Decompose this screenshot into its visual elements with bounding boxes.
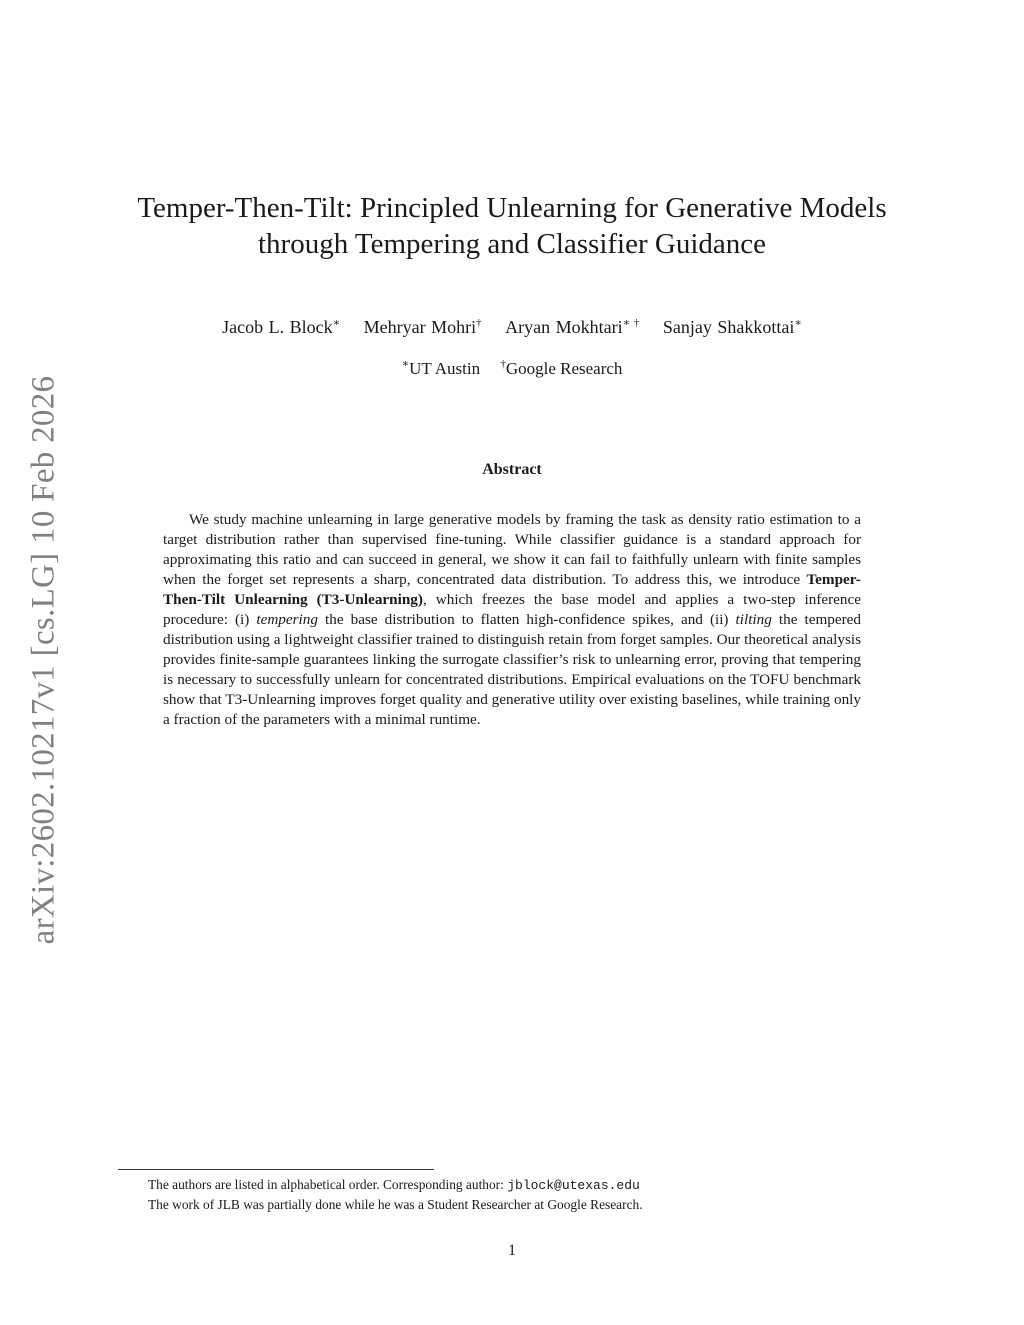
footnote-rule xyxy=(118,1169,434,1170)
author-marks: ∗ xyxy=(794,317,802,329)
affiliation-google xyxy=(500,359,622,378)
title-line-2: through Tempering and Classifier Guidance xyxy=(257,228,767,260)
author-marks: † xyxy=(476,317,482,329)
footnote-text: The authors are listed in alphabetical order. Corresponding author: xyxy=(148,1177,508,1192)
affiliation-list xyxy=(100,357,924,379)
footnote-1 xyxy=(148,1175,908,1195)
author-mohri xyxy=(364,317,482,337)
author-name: Sanjay Shakkottai xyxy=(662,317,795,337)
author-block xyxy=(222,317,340,337)
author-name: Mehryar Mohri xyxy=(363,317,477,337)
abstract-text: , which freezes the base model and applies a two-step inference procedure: (i) xyxy=(163,591,861,628)
method-name: Temper-Then-Tilt Unlearning (T3-Unlearning) xyxy=(163,571,861,608)
title-line-1: Temper-Then-Tilt: Principled Unlearning for Generative Models xyxy=(137,192,887,224)
author-name: Aryan Mokhtari xyxy=(505,317,623,337)
affiliation-mark: ∗ xyxy=(401,358,410,370)
paper-title xyxy=(100,190,924,262)
author-list xyxy=(100,316,924,338)
page-number: 1 xyxy=(508,1242,516,1259)
abstract-text: the tempered distribution using a lightweight classifier trained to distinguish retain from forget samples. Our theoretical analysis provides finite-sample guarantees linking the surrogate classifier’s risk to unlearning error, proving that tempering is necessary to successfully unlearn for concentrated distributions. Empirical evaluations on the TOFU benchmark show that T3-Unlearning improves forget quality and generative utility over existing baselines, while training only a fraction of the parameters with a minimal runtime. xyxy=(163,611,861,728)
affiliation-name: UT Austin xyxy=(409,359,481,378)
author-email-link[interactable]: jblock@utexas.edu xyxy=(507,1178,640,1193)
affiliation-ut-austin xyxy=(402,359,481,378)
abstract-text: We study machine unlearning in large generative models by framing the task as density ratio estimation to a target distribution rather than supervised fine-tuning. While classifier guidance is a standard approach for approximating this ratio and can succeed in general, we show it can fail to faithfully unlearn with finite samples when the forget set represents a sharp, concentrated data distribution. To address this, we introduce xyxy=(163,511,861,588)
footnotes xyxy=(148,1175,908,1214)
author-marks: ∗ xyxy=(332,317,341,329)
affiliation-name: Google Research xyxy=(505,359,623,378)
author-shakkottai xyxy=(663,317,802,337)
arxiv-identifier: arXiv:2602.10217v1 [cs.LG] 10 Feb 2026 xyxy=(25,375,62,945)
author-name: Jacob L. Block xyxy=(222,317,333,337)
term-tempering: tempering xyxy=(256,611,318,628)
affiliation-mark: † xyxy=(500,358,506,370)
abstract-body xyxy=(163,510,861,730)
abstract-text: the base distribution to flatten high-confidence spikes, and (ii) xyxy=(317,611,736,628)
term-tilting: tilting xyxy=(735,611,772,628)
footnote-2: The work of JLB was partially done while he was a Student Researcher at Google Research. xyxy=(148,1197,643,1212)
author-mokhtari xyxy=(505,317,639,337)
author-marks: ∗ † xyxy=(622,317,640,329)
abstract-heading: Abstract xyxy=(482,461,542,478)
